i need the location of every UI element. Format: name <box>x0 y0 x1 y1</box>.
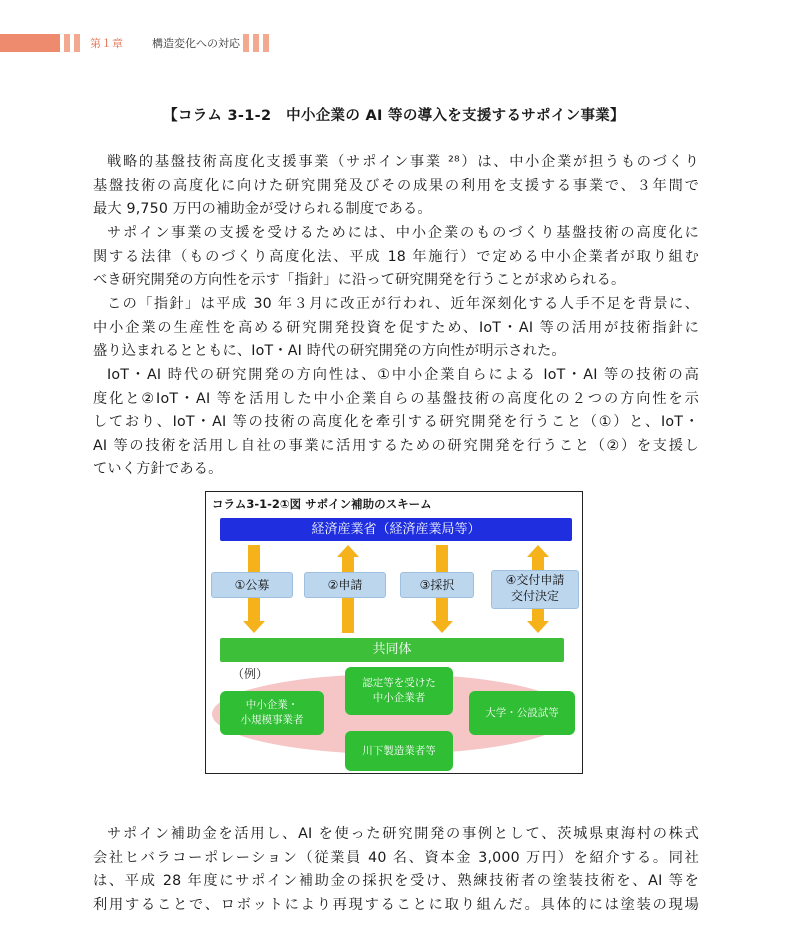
member-downstream-manufacturer: 川下製造業者等 <box>345 731 453 771</box>
step-application: ②申請 <box>304 572 386 598</box>
text-line: は、平成 28 年度にサポイン補助金の採択を受け、熟練技術者の塗装技術を、AI 等を <box>93 873 699 889</box>
column-title: 【コラム 3-1-2 中小企業の AI 等の導入を支援するサポイン事業】 <box>163 108 625 124</box>
header-accent-bar <box>0 34 60 52</box>
text-line: この「指針」は平成 30 年３月に改正が行われ、近年深刻化する人手不足を背景に、 <box>107 296 699 312</box>
text-line: 利用することで、ロボットにより再現することに取り組んだ。具体的には塗装の現場 <box>93 896 699 913</box>
text-line: AI 等の技術を活用し自社の事業に活用するための研究開発を行うこと（②）を支援し <box>93 437 699 454</box>
paragraph-2 <box>93 222 699 293</box>
header-accent-square <box>263 34 269 52</box>
member-sme <box>220 691 324 735</box>
header-accent-square <box>243 34 249 52</box>
text-line: IoT・AI 時代の研究開発の方向性は、①中小企業自らによる IoT・AI 等の技術の高 <box>107 367 699 383</box>
step-grant-line1: ④交付申請 <box>505 573 565 587</box>
text-line: 戦略的基盤技術高度化支援事業（サポイン事業 ²⁸）は、中小企業が担うものづくり <box>107 154 699 170</box>
figure-title: コラム3-1-2①図 サポイン補助のスキーム <box>212 497 432 511</box>
example-label: （例） <box>232 667 269 681</box>
header-accent-square <box>253 34 259 52</box>
step-grant-decision <box>491 570 579 609</box>
text-line: しており、IoT・AI 等の技術の高度化を牽引する研究開発を行うこと（①）と、IoT・ <box>93 414 699 430</box>
step-public-offering: ①公募 <box>211 572 293 598</box>
text-line: 最大 9,750 万円の補助金が受けられる制度である。 <box>93 201 432 217</box>
paragraph-3 <box>93 293 699 364</box>
member-certified-line1: 認定等を受けた <box>362 677 436 689</box>
text-line: 会社ヒバラコーポレーション（従業員 40 名、資本金 3,000 万円）を紹介する。同社 <box>93 849 699 866</box>
member-sme-line2: 小規模事業者 <box>240 714 304 726</box>
text-line: 度化と②IoT・AI 等を活用した中小企業自らの基盤技術の高度化の２つの方向性を示 <box>93 390 699 407</box>
chapter-title: 構造変化への対応 <box>152 37 240 50</box>
text-line: 関する法律（ものづくり高度化法、平成 18 年施行）で定める中小企業者が取り組む <box>93 248 699 265</box>
text-line: 基盤技術の高度化に向けた研究開発及びその成果の利用を支援する事業で、３年間で <box>93 177 699 194</box>
member-university: 大学・公設試等 <box>469 691 575 735</box>
step-selection: ③採択 <box>400 572 474 598</box>
consortium-box: 共同体 <box>220 638 564 662</box>
scheme-figure <box>205 491 583 774</box>
text-line: 中小企業の生産性を高める研究開発投資を促すため、IoT・AI 等の活用が技術指針に <box>93 319 699 336</box>
member-certified-line2: 中小企業者 <box>372 692 426 704</box>
member-sme-line1: 中小企業・ <box>245 699 299 711</box>
text-line: べき研究開発の方向性を示す「指針」に沿って研究開発を行うことが求められる。 <box>93 272 626 288</box>
text-line: サポイン補助金を活用し、AI を使った研究開発の事例として、茨城県東海村の株式 <box>107 826 699 842</box>
paragraph-1 <box>93 151 699 222</box>
chapter-number: 第１章 <box>90 37 123 50</box>
ministry-box: 経済産業省（経済産業局等） <box>220 518 572 541</box>
member-certified-sme <box>345 667 453 715</box>
text-line: 盛り込まれるとともに、IoT・AI 時代の研究開発の方向性が明示された。 <box>93 343 566 359</box>
header-accent-square <box>64 34 70 52</box>
header-accent-square <box>74 34 80 52</box>
text-line: サポイン事業の支援を受けるためには、中小企業のものづくり基盤技術の高度化に <box>107 225 699 241</box>
paragraph-5 <box>93 823 699 917</box>
step-grant-line2: 交付決定 <box>510 589 559 603</box>
text-line: ていく方針である。 <box>93 461 223 477</box>
paragraph-4 <box>93 364 699 482</box>
chapter-header <box>0 34 788 52</box>
